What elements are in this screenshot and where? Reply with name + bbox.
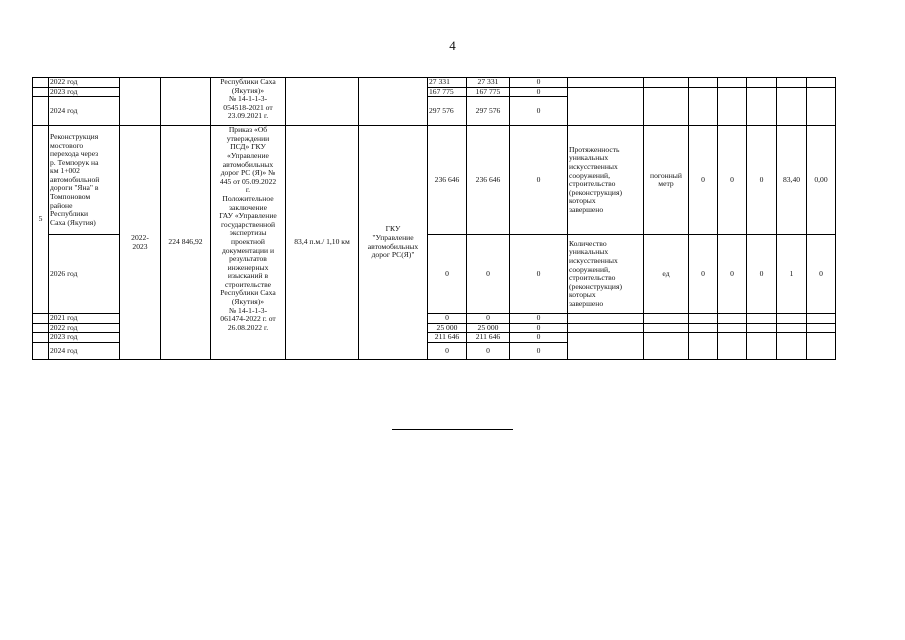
value-cell: 25 000 (467, 323, 510, 333)
indicator-value: 0 (718, 235, 747, 314)
indicator-value: 0,00 (807, 126, 836, 235)
year-cell: 2024 год (49, 97, 120, 126)
value-cell: 0 (467, 342, 510, 359)
value-cell: 27 331 (467, 78, 510, 88)
value-cell: 297 576 (467, 97, 510, 126)
value-cell: 0 (510, 97, 568, 126)
year-cell: 2021 год (49, 314, 120, 324)
page-number: 4 (449, 38, 456, 53)
customer: ГКУ "Управление автомобильных дорог РС(Я)" (359, 126, 428, 360)
year-cell: 2024 год (49, 342, 120, 359)
year-cell: 2023 год (49, 333, 120, 343)
indicator-value: 83,40 (777, 126, 807, 235)
value-cell: 297 576 (428, 97, 467, 126)
indicator-name: Количество уникальных искусственных сооружений, строительство (реконструкция) которых завершено (568, 235, 644, 314)
separator-line (392, 429, 513, 430)
value-cell: 0 (428, 342, 467, 359)
value-cell: 25 000 (428, 323, 467, 333)
object-name: Реконструкция мостового перехода через р. Темпорук на км 1+002 автомобильной дороги "Яна" в Томпоновом районе Республики Саха (Якутия) (49, 126, 120, 235)
indicator-name: Протяженность уникальных искусственных сооружений, строительство (реконструкция) которых завершено (568, 126, 644, 235)
document-reference: Приказ «Об утверждении ПСД» ГКУ «Управление автомобильных дорог РС (Я)» № 445 от 05.09.2022 г. Положительное заключение ГАУ «Управление государственной экспертизы проектной документации и результатов инженерных изысканий в строительстве Республики Саха (Якутия)» № 14-1-1-3- 061474-2022 г. от 26.08.2022 г. (211, 126, 286, 360)
estimated-cost: 224 846,92 (161, 126, 211, 360)
indicator-unit: ед (644, 235, 689, 314)
value-cell: 0 (510, 87, 568, 97)
value-cell: 27 331 (428, 78, 467, 88)
indicator-value: 0 (689, 126, 718, 235)
value-cell: 0 (510, 323, 568, 333)
table-row (33, 126, 836, 235)
value-cell: 0 (510, 342, 568, 359)
indicator-value: 0 (807, 235, 836, 314)
value-cell: 0 (510, 235, 568, 314)
indicator-value: 0 (689, 235, 718, 314)
indicator-unit: погонный метр (644, 126, 689, 235)
indicator-value: 0 (718, 126, 747, 235)
indicator-value: 1 (777, 235, 807, 314)
indicator-value: 0 (747, 235, 777, 314)
value-cell: 236 646 (428, 126, 467, 235)
table-row (33, 78, 836, 88)
row-number: 5 (33, 126, 49, 314)
implementation-period: 2022- 2023 (120, 126, 161, 360)
value-cell: 167 775 (467, 87, 510, 97)
value-cell: 0 (510, 333, 568, 343)
value-cell: 0 (510, 126, 568, 235)
value-cell: 211 646 (467, 333, 510, 343)
value-cell: 211 646 (428, 333, 467, 343)
year-cell: 2022 год (49, 323, 120, 333)
indicator-value: 0 (747, 126, 777, 235)
value-cell: 0 (467, 235, 510, 314)
value-cell: 0 (467, 314, 510, 324)
year-cell: 2023 год (49, 87, 120, 97)
value-cell: 236 646 (467, 126, 510, 235)
value-cell: 167 775 (428, 87, 467, 97)
value-cell: 0 (428, 235, 467, 314)
value-cell: 0 (510, 78, 568, 88)
year-cell: 2022 год (49, 78, 120, 88)
investment-table (32, 77, 836, 360)
capacity: 83,4 п.м./ 1,10 км (286, 126, 359, 360)
value-cell: 0 (428, 314, 467, 324)
document-reference: Республики Саха (Якутия)» № 14-1-1-3- 054518-2021 от 23.09.2021 г. (211, 78, 286, 126)
value-cell: 0 (510, 314, 568, 324)
year-cell: 2026 год (49, 235, 120, 314)
